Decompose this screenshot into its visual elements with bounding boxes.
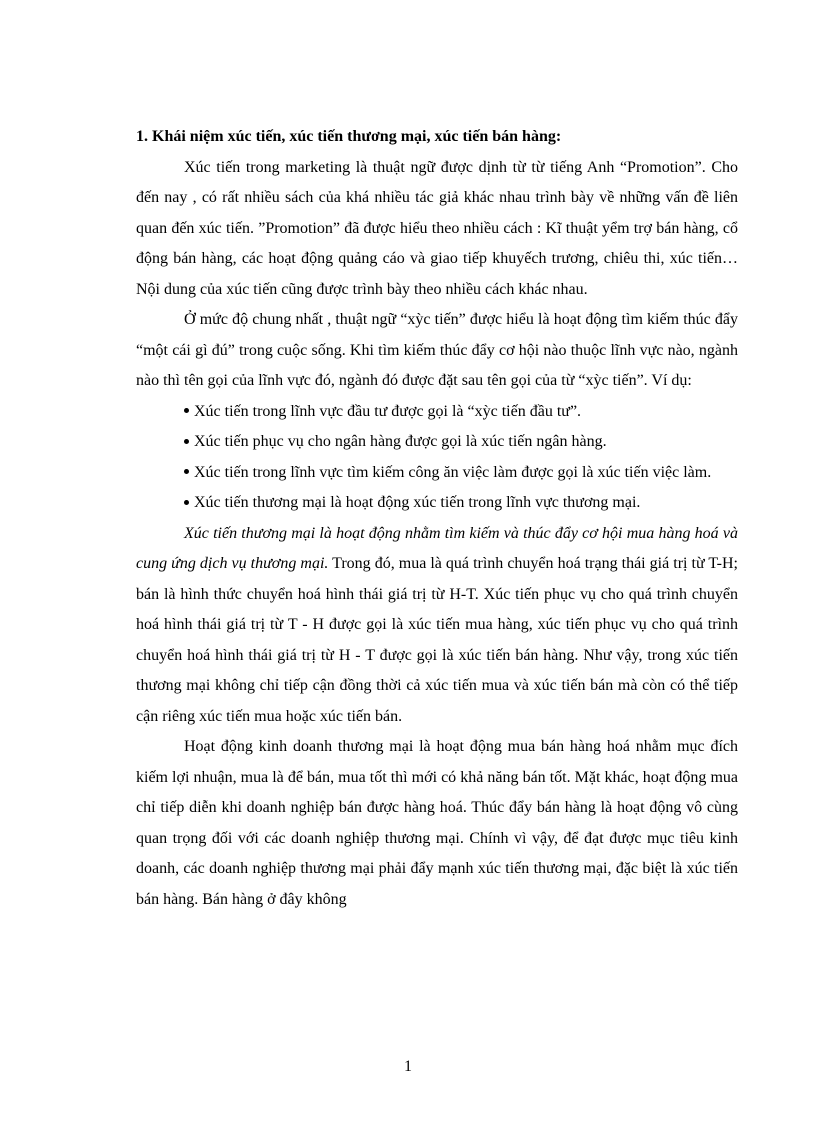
paragraph-trade-promotion	[136, 519, 738, 733]
bullet-item	[136, 488, 738, 519]
bullet-text: Xúc tiến trong lĩnh vực tìm kiếm công ăn việc làm được gọi là xúc tiến việc làm.	[194, 463, 712, 481]
bullet-icon	[184, 408, 189, 413]
document-body	[136, 122, 738, 915]
section-heading: 1. Khái niệm xúc tiến, xúc tiến thương mại, xúc tiến bán hàng:	[136, 128, 562, 145]
bullet-text: Xúc tiến thương mại là hoạt động xúc tiến trong lĩnh vực thương mại.	[194, 494, 641, 511]
page-number: 1	[404, 1058, 412, 1075]
paragraph-business-activity: Hoạt động kinh doanh thương mại là hoạt động mua bán hàng hoá nhằm mục đích kiếm lợi nhuận, mua là để bán, mua tốt thì mới có khả năng bán tốt. Mặt khác, hoạt động mua chỉ tiếp diễn khi doanh nghiệp bán được hàng hoá. Thúc đẩy bán hàng là hoạt động vô cùng quan trọng đối với các doanh nghiệp thương mại. Chính vì vậy, để đạt được mục tiêu kinh doanh, các doanh nghiệp thương mại phải đẩy mạnh xúc tiến thương mại, đặc biệt là xúc tiến bán hàng. Bán hàng ở đây không	[136, 738, 738, 908]
bullet-item	[136, 427, 738, 458]
bullet-item	[136, 458, 738, 489]
bullet-icon	[184, 500, 189, 505]
trade-promotion-explanation: Trong đó, mua là quá trình chuyển hoá trạng thái giá trị từ T-H; bán là hình thức chuyển hoá hình thái giá trị từ H-T. Xúc tiến phục vụ cho quá trình chuyển hoá hình thái giá trị từ T - H được gọi là xúc tiến mua hàng, xúc tiến phục vụ cho quá trình chuyển hoá hình thái giá trị từ H - T được gọi là xúc tiến bán hàng. Như vậy, trong xúc tiến thương mại không chỉ tiếp cận đồng thời cả xúc tiến mua và xúc tiến bán mà còn có thể tiếp cận riêng xúc tiến mua hoặc xúc tiến bán.	[136, 555, 739, 725]
bullet-icon	[184, 439, 189, 444]
trade-promotion-definition: Xúc tiến thương mại là hoạt động nhằm tìm kiếm và thúc đẩy cơ hội mua hàng hoá và cung ứng dịch vụ thương mại.	[136, 524, 738, 572]
bullet-icon	[184, 469, 189, 474]
paragraph-promotion-definition: Xúc tiến trong marketing là thuật ngữ được dịnh từ từ tiếng Anh “Promotion”. Cho đến nay , có rất nhiều sách của khá nhiều tác giả khác nhau trình bày về những vấn đề liên quan đến xúc tiến. ”Promotion” đã được hiểu theo nhiều cách : Kĩ thuật yểm trợ bán hàng, cổ động bán hàng, các hoạt động quảng cáo và giao tiếp khuyếch trương, chiêu thi, xúc tiến…Nội dung của xúc tiến cũng được trình bày theo nhiều cách khác nhau.	[136, 158, 738, 298]
paragraph-general-meaning: Ở mức độ chung nhất , thuật ngữ “xỳc tiến” được hiểu là hoạt động tìm kiếm thúc đẩy “một cái gì đú” trong cuộc sống. Khi tìm kiếm thúc đẩy cơ hội nào thuộc lĩnh vực nào, ngành nào thì tên gọi của lĩnh vực đó, ngành đó được đặt sau tên gọi của từ “xỳc tiến”. Ví dụ:	[136, 311, 738, 389]
bullet-text: Xúc tiến trong lĩnh vực đầu tư được gọi là “xỳc tiến đầu tư”.	[194, 402, 582, 420]
bullet-text: Xúc tiến phục vụ cho ngân hàng được gọi là xúc tiến ngân hàng.	[194, 433, 607, 450]
bullet-item	[136, 397, 738, 428]
